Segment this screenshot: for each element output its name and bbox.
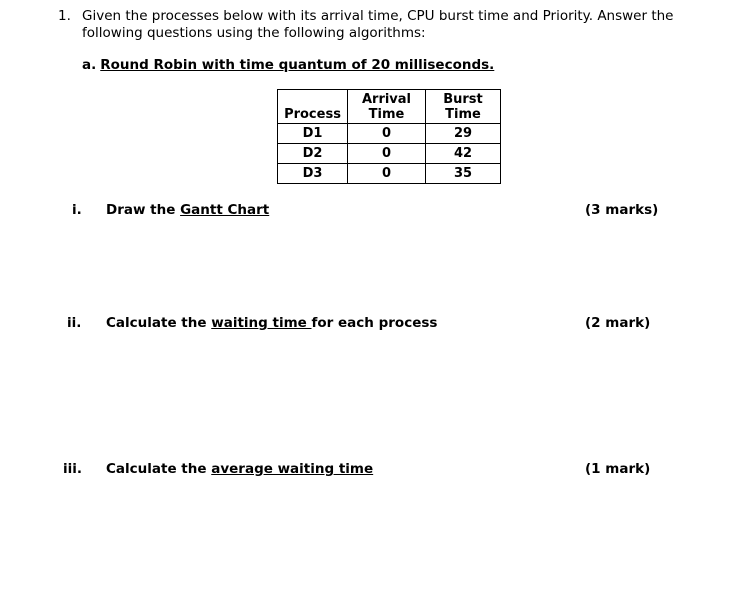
question-text: Given the processes below with its arrival time, CPU burst time and Priority. Answer the following questions using the following algorithms: (82, 8, 674, 41)
cell-process: D3 (278, 164, 348, 184)
table-header-row (278, 90, 501, 124)
question-number: 1. (58, 8, 71, 24)
item-ii-pre: Calculate the (106, 315, 212, 331)
item-i-text (106, 202, 269, 218)
item-iii-marks: (1 mark) (585, 461, 651, 477)
process-table (277, 89, 501, 184)
cell-arrival: 0 (348, 124, 426, 144)
item-i-pre: Draw the (106, 202, 181, 218)
part-a-label: a. (82, 57, 97, 73)
header-arrival-line1: Arrival (361, 92, 412, 107)
header-burst-line2: Time (445, 107, 481, 122)
item-ii-number: ii. (67, 315, 82, 331)
item-i-marks: (3 marks) (585, 202, 659, 218)
item-iii-underlined: average waiting time (211, 461, 374, 477)
header-arrival-time (348, 90, 426, 124)
cell-burst: 29 (426, 124, 501, 144)
item-ii-post: for each process (311, 315, 438, 331)
header-burst-time (426, 90, 501, 124)
item-iii-pre: Calculate the (106, 461, 212, 477)
item-i-number: i. (72, 202, 82, 218)
header-process: Process (278, 90, 348, 124)
table-row (278, 124, 501, 144)
table-row (278, 144, 501, 164)
header-arrival-line2: Time (368, 107, 405, 122)
cell-burst: 35 (426, 164, 501, 184)
table-row (278, 164, 501, 184)
item-iii-number: iii. (63, 461, 83, 477)
cell-process: D2 (278, 144, 348, 164)
item-iii-text (106, 461, 373, 477)
cell-arrival: 0 (348, 144, 426, 164)
part-a-title: Round Robin with time quantum of 20 milliseconds. (100, 57, 495, 73)
item-ii-marks: (2 mark) (585, 315, 651, 331)
cell-burst: 42 (426, 144, 501, 164)
part-a-heading (82, 57, 494, 73)
item-i-underlined: Gantt Chart (180, 202, 270, 218)
cell-arrival: 0 (348, 164, 426, 184)
item-ii-underlined: waiting time (211, 315, 312, 331)
item-ii-text (106, 315, 437, 331)
cell-process: D1 (278, 124, 348, 144)
header-burst-line1: Burst (443, 92, 483, 107)
